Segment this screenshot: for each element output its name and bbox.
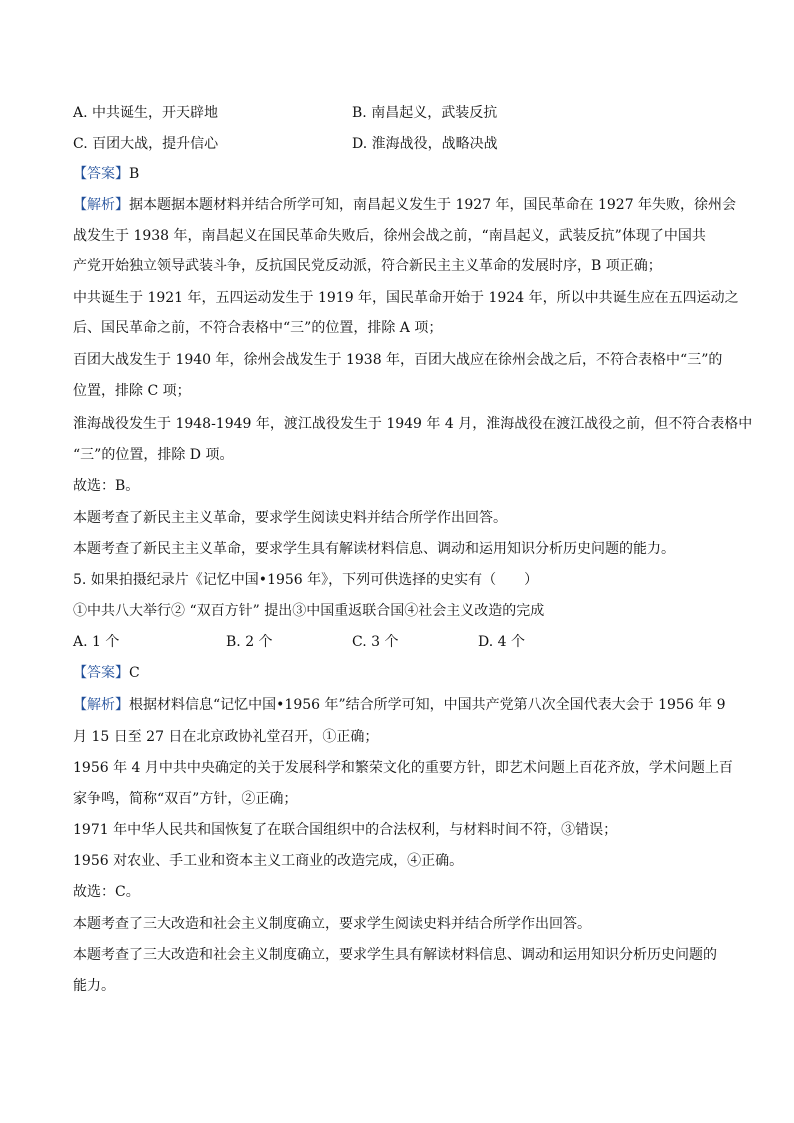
q4-choice: 故选：B。 [73, 478, 140, 494]
analysis-text: 据本题据本题材料并结合所学可知，南昌起义发生于 1927 年，国民革命在 1927 年失败，徐州会 [129, 197, 737, 213]
q5-items: ①中共八大举行② “双百方针” 提出③中国重返联合国④社会主义改造的完成 [73, 603, 545, 619]
q5-answer [73, 663, 140, 683]
q4-summary-2: 本题考查了新民主主义革命，要求学生具有解读材料信息、调动和运用知识分析历史问题的能力。 [73, 541, 675, 557]
answer-tag: 【答案】 [73, 166, 129, 182]
q5-summary-2: 本题考查了三大改造和社会主义制度确立，要求学生具有解读材料信息、调动和运用知识分析历史问题的 [73, 947, 717, 963]
q4-summary-1: 本题考查了新民主主义革命，要求学生阅读史料并结合所学作出回答。 [73, 510, 507, 526]
q5-option-d: D. 4 个 [478, 634, 525, 650]
q5-option-a: A. 1 个 [73, 634, 120, 650]
q4-answer [73, 164, 139, 184]
q4-option-d: D. 淮海战役，战略决战 [352, 136, 498, 152]
q5-analysis-line-2: 月 15 日至 27 日在北京政协礼堂召开，①正确； [73, 729, 379, 745]
q4-analysis-line-5: 后、国民革命之前，不符合表格中“三”的位置，排除 A 项； [73, 320, 443, 336]
q5-summary-1: 本题考查了三大改造和社会主义制度确立，要求学生阅读史料并结合所学作出回答。 [73, 916, 591, 932]
q4-analysis-line-8: 淮海战役发生于 1948-1949 年，渡江战役发生于 1949 年 4 月，淮海战役在渡江战役之前，但不符合表格中 [73, 416, 753, 432]
answer-value: B [129, 166, 140, 182]
q4-analysis-line-2: 战发生于 1938 年，南昌起义在国民革命失败后，徐州会战之前，“南昌起义，武装反抗”体现了中国共 [73, 228, 706, 244]
q5-summary-3: 能力。 [73, 978, 115, 994]
q5-analysis-line-1 [73, 695, 726, 715]
answer-tag: 【答案】 [73, 665, 129, 681]
q5-option-c: C. 3 个 [352, 634, 399, 650]
q5-stem: 5. 如果拍摄纪录片《记忆中国•1956 年》，下列可供选择的史实有（ ） [73, 572, 539, 588]
q4-option-c: C. 百团大战，提升信心 [73, 136, 219, 152]
q5-analysis-line-3: 1956 年 4 月中共中央确定的关于发展科学和繁荣文化的重要方针，即艺术问题上百花齐放，学术问题上百 [73, 760, 733, 776]
analysis-tag: 【解析】 [73, 697, 129, 713]
q4-option-b: B. 南昌起义，武装反抗 [352, 105, 498, 121]
q5-option-b: B. 2 个 [226, 634, 273, 650]
q4-analysis-line-9: “三”的位置，排除 D 项。 [73, 447, 234, 463]
q4-analysis-line-1 [73, 195, 736, 215]
q4-analysis-line-4: 中共诞生于 1921 年，五四运动发生于 1919 年，国民革命开始于 1924 年，所以中共诞生应在五四运动之 [73, 290, 739, 306]
q5-analysis-line-5: 1971 年中华人民共和国恢复了在联合国组织中的合法权利，与材料时间不符，③错误； [73, 822, 618, 838]
q4-analysis-line-7: 位置，排除 C 项； [73, 383, 191, 399]
answer-value: C [129, 665, 140, 681]
q4-option-a: A. 中共诞生，开天辟地 [73, 105, 219, 121]
q5-choice: 故选：C。 [73, 884, 140, 900]
q5-analysis-line-4: 家争鸣，简称“双百”方针，②正确； [73, 791, 298, 807]
analysis-tag: 【解析】 [73, 197, 129, 213]
q5-analysis-line-6: 1956 对农业、手工业和资本主义工商业的改造完成，④正确。 [73, 853, 464, 869]
q4-analysis-line-3: 产党开始独立领导武装斗争，反抗国民党反动派，符合新民主主义革命的发展时序，B 项正确； [73, 258, 662, 274]
analysis-text: 根据材料信息“记忆中国•1956 年”结合所学可知，中国共产党第八次全国代表大会于 1956 年 9 [129, 697, 726, 713]
q4-analysis-line-6: 百团大战发生于 1940 年，徐州会战发生于 1938 年，百团大战应在徐州会战之后，不符合表格中“三”的 [73, 352, 723, 368]
